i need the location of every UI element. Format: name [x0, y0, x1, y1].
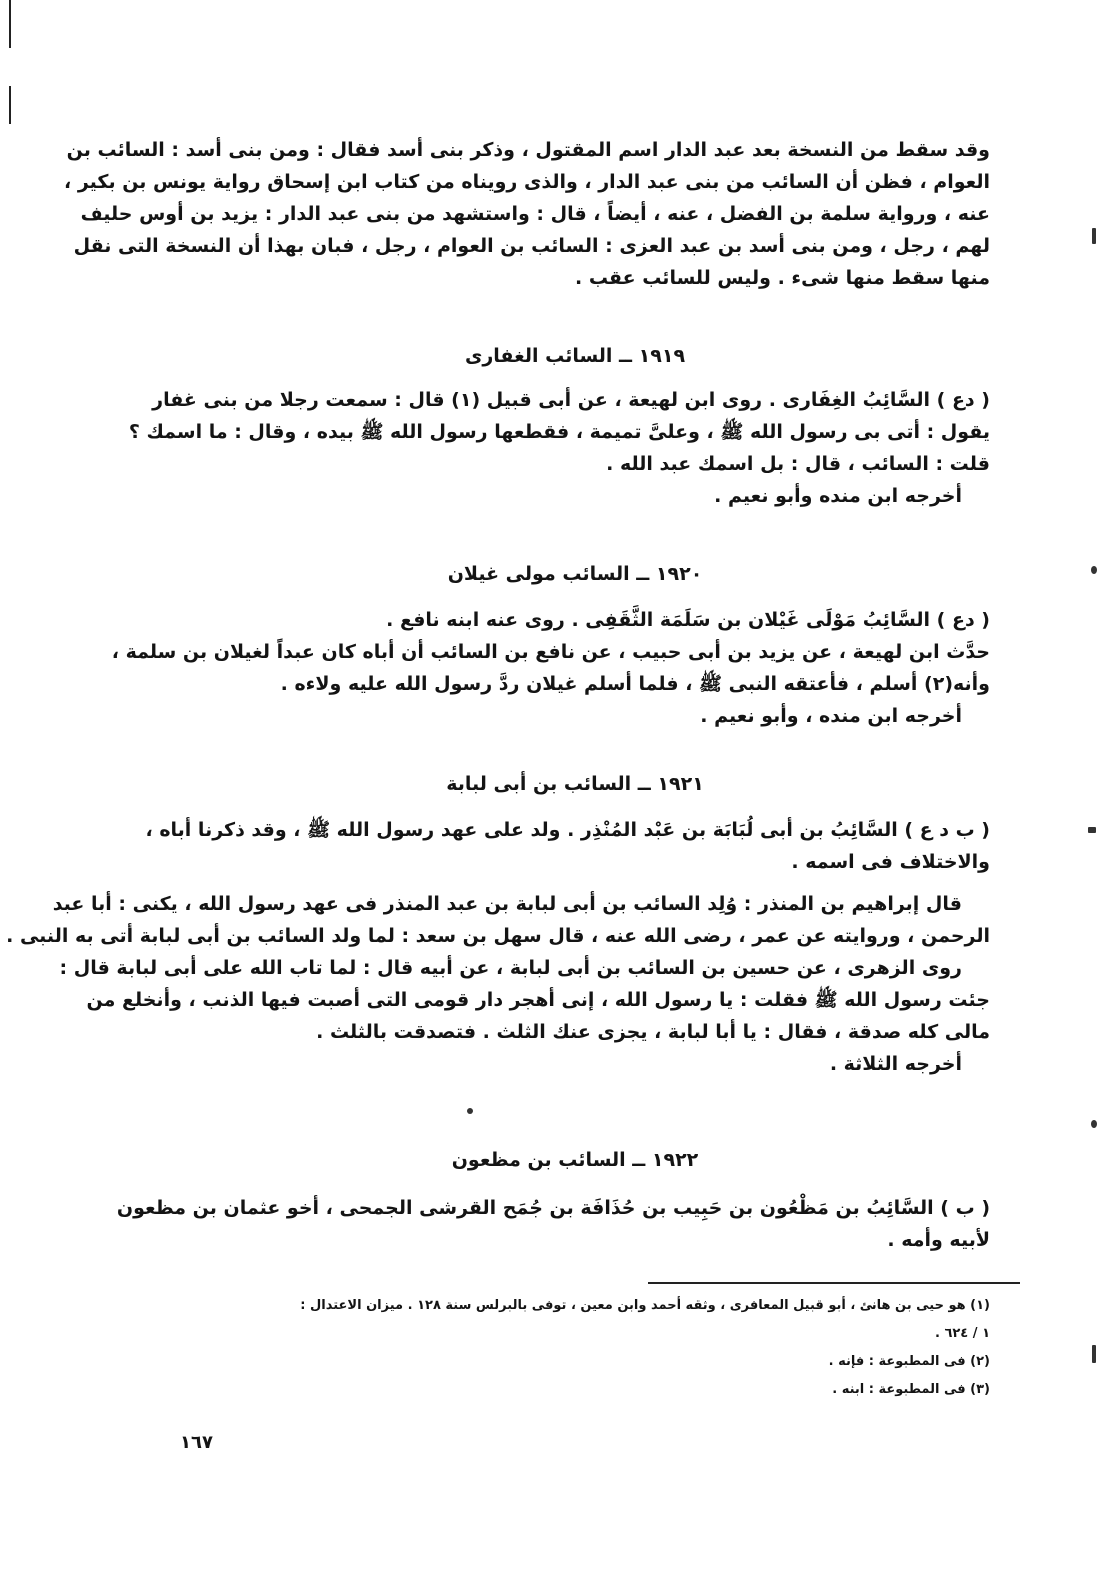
scan-edge-mark-left	[9, 86, 11, 124]
margin-mark	[1091, 566, 1097, 574]
text-line: وأنه(٢) أسلم ، فأعتقه النبى ﷺ ، فلما أسلم غيلان ردَّ رسول الله عليه ولاءه .	[280, 673, 990, 695]
entry-heading: ١٩٢٠ ــ السائب مولى غيلان	[447, 563, 703, 585]
text-line: يقول : أتى بى رسول الله ﷺ ، وعلىَّ تميمة ، فقطعها رسول الله ﷺ بيده ، وقال : ما اسمك ؟	[128, 421, 990, 443]
text-line: قلت : السائب ، قال : بل اسمك عبد الله .	[606, 453, 990, 475]
text-line: ( ب د ع ) السَّائِبُ بن أبى لُبَابَة بن عَبْد المُنْذِر . ولد على عهد رسول الله ﷺ ، وقد ذكرنا أباه ،	[145, 819, 990, 841]
takhrij-line: أخرجه ابن منده ، وأبو نعيم .	[700, 705, 962, 727]
text-line: قال إبراهيم بن المنذر : وُلِد السائب بن أبى لبابة بن عبد المنذر فى عهد رسول الله ، يكنى : أبا عبد	[52, 893, 962, 915]
intro-paragraph	[64, 134, 990, 294]
text-line: العوام ، فظن أن السائب من بنى عبد الدار ، والذى رويناه من كتاب ابن إسحاق رواية يونس بن بكير ،	[64, 171, 990, 193]
text-line: حدَّث ابن لهيعة ، عن يزيد بن أبى حبيب ، عن نافع بن السائب أن أباه كان عبداً لغيلان بن سلمة ،	[111, 641, 990, 663]
takhrij-line: أخرجه ابن منده وأبو نعيم .	[714, 485, 962, 507]
margin-mark	[1092, 1345, 1096, 1363]
text-line: ( دع ) السَّائِبُ مَوْلَى غَيْلان بن سَلَمَة الثَّقَفِى . روى عنه ابنه نافع .	[386, 609, 990, 631]
scan-edge-mark-top	[9, 0, 11, 48]
footnote-2: (٢) فى المطبوعة : فإنه .	[828, 1354, 990, 1369]
entry-1921	[6, 768, 990, 1080]
entry-1919	[128, 340, 990, 512]
entry-heading: ١٩٢١ ــ السائب بن أبى لبابة	[446, 773, 704, 795]
text-line: عنه ، ورواية سلمة بن الفضل ، عنه ، أيضاً ، قال : واستشهد من بنى عبد الدار : يزيد بن أوس حليف	[80, 203, 990, 225]
text-line: والاختلاف فى اسمه .	[791, 851, 990, 873]
page-number: ١٦٧	[180, 1432, 213, 1453]
footnote-1: (١) هو حيى بن هانئ ، أبو قبيل المعافرى ، وثقه أحمد وابن معين ، توفى بالبرلس سنة ١٢٨ . ميزان الاعتدال :	[300, 1298, 990, 1313]
entry-1922	[116, 1144, 990, 1256]
footnote-1-cont: ١ / ٦٢٤ .	[934, 1326, 990, 1341]
margin-mark	[1088, 827, 1096, 833]
text-line: روى الزهرى ، عن حسين بن السائب بن أبى لبابة ، عن أبيه قال : لما تاب الله على أبى لبابة قال :	[59, 957, 962, 979]
text-line: وقد سقط من النسخة بعد عبد الدار اسم المقتول ، وذكر بنى أسد فقال : ومن بنى أسد : السائب بن	[66, 139, 990, 161]
text-line: مالى كله صدقة ، فقال : يا أبا لبابة ، يجزى عنك الثلث . فتصدقت بالثلث .	[316, 1021, 990, 1043]
text-line: ( ب ) السَّائِبُ بن مَظْعُون بن حَبِيب بن حُذَافَة بن جُمَح القرشى الجمحى ، أخو عثمان بن مظعون	[116, 1197, 990, 1219]
margin-mark	[1091, 1120, 1097, 1128]
text-line: لهم ، رجل ، ومن بنى أسد بن عبد العزى : السائب بن العوام ، رجل ، فبان بهذا أن النسخة التى نقل	[73, 235, 990, 257]
speck	[467, 1108, 473, 1114]
text-line: منها سقط منها شىء . وليس للسائب عقب .	[574, 267, 990, 289]
footnote-3: (٣) فى المطبوعة : ابنه .	[832, 1382, 990, 1397]
footnotes	[160, 1292, 990, 1404]
entry-1920	[111, 558, 990, 732]
text-line: ( دع ) السَّائِبُ الغِفَارى . روى ابن لهيعة ، عن أبى قبيل (١) قال : سمعت رجلا من بنى غفار	[152, 389, 990, 411]
text-line: جئت رسول الله ﷺ فقلت : يا رسول الله ، إنى أهجر دار قومى التى أصبت فيها الذنب ، وأنخلع من	[86, 989, 990, 1011]
footnote-divider	[648, 1282, 1020, 1284]
margin-mark	[1092, 228, 1096, 244]
entry-heading: ١٩١٩ ــ السائب الغفارى	[464, 345, 686, 367]
entry-heading: ١٩٢٢ ــ السائب بن مظعون	[451, 1149, 699, 1171]
takhrij-line: أخرجه الثلاثة .	[829, 1053, 962, 1075]
text-line: الرحمن ، وروايته عن عمر ، رضى الله عنه ، قال سهل بن سعد : لما ولد السائب بن أبى لبابة أتى به النبى .	[6, 925, 990, 947]
text-line: لأبيه وأمه .	[887, 1229, 990, 1251]
